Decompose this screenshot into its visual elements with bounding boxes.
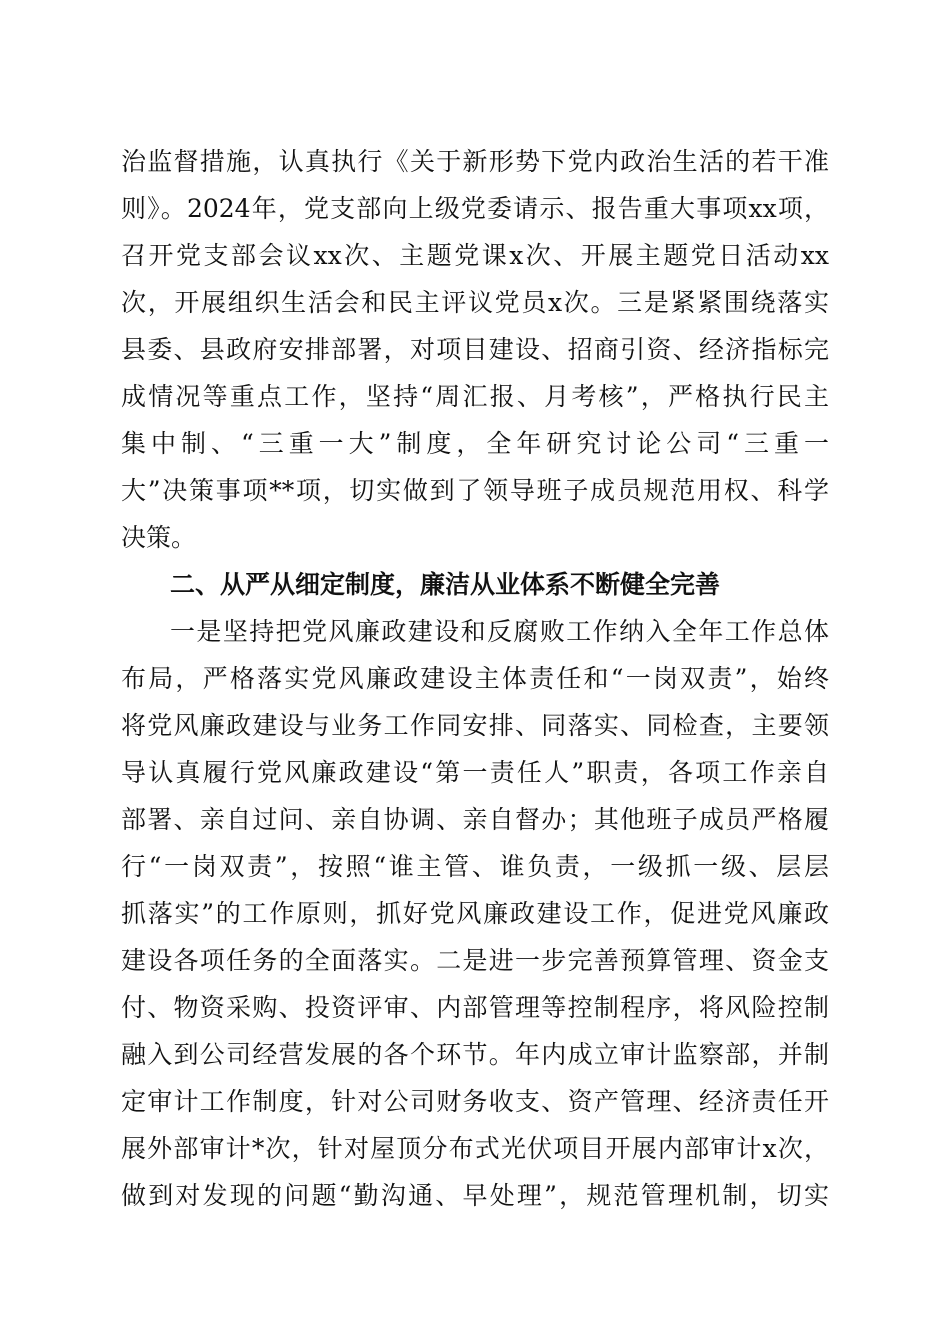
- paragraph-2-line-10: 融入到公司经营发展的各个环节。年内成立审计监察部，并制: [121, 1040, 829, 1069]
- paragraph-1-line-5: 县委、县政府安排部署，对项目建设、招商引资、经济指标完: [121, 335, 829, 364]
- paragraph-2-line-4: 导认真履行党风廉政建设“第一责任人”职责，各项工作亲自: [121, 758, 829, 787]
- paragraph-1-line-6: 成情况等重点工作，坚持“周汇报、月考核”，严格执行民主: [121, 382, 829, 411]
- paragraph-2-line-3: 将党风廉政建设与业务工作同安排、同落实、同检查，主要领: [121, 711, 829, 740]
- paragraph-2-line-8: 建设各项任务的全面落实。二是进一步完善预算管理、资金支: [121, 946, 829, 975]
- section-heading: 二、从严从细定制度，廉洁从业体系不断健全完善: [170, 570, 721, 599]
- paragraph-1-line-9: 决策。: [121, 523, 197, 552]
- paragraph-2-line-12: 展外部审计*次，针对屋顶分布式光伏项目开展内部审计x次，: [121, 1134, 829, 1163]
- paragraph-1-line-8: 大”决策事项**项，切实做到了领导班子成员规范用权、科学: [121, 476, 829, 505]
- paragraph-2-line-6: 行“一岗双责”，按照“谁主管、谁负责，一级抓一级、层层: [121, 852, 829, 881]
- paragraph-2-line-5: 部署、亲自过问、亲自协调、亲自督办；其他班子成员严格履: [121, 805, 829, 834]
- paragraph-2-line-2: 布局，严格落实党风廉政建设主体责任和“一岗双责”，始终: [121, 664, 829, 693]
- paragraph-1-line-1: 治监督措施，认真执行《关于新形势下党内政治生活的若干准: [121, 147, 829, 176]
- paragraph-2-line-13: 做到对发现的问题“勤沟通、早处理”，规范管理机制，切实: [121, 1181, 829, 1210]
- paragraph-2-line-11: 定审计工作制度，针对公司财务收支、资产管理、经济责任开: [121, 1087, 829, 1116]
- paragraph-1-line-3: 召开党支部会议xx次、主题党课x次、开展主题党日活动xx: [121, 241, 829, 270]
- paragraph-2-line-9: 付、物资采购、投资评审、内部管理等控制程序，将风险控制: [121, 993, 829, 1022]
- paragraph-1-line-4: 次，开展组织生活会和民主评议党员x次。三是紧紧围绕落实: [121, 288, 829, 317]
- paragraph-1-line-7: 集中制、“三重一大”制度，全年研究讨论公司“三重一: [121, 429, 829, 458]
- paragraph-1-line-2: 则》。2024年，党支部向上级党委请示、报告重大事项xx项，: [121, 194, 829, 223]
- paragraph-2-line-1: 一是坚持把党风廉政建设和反腐败工作纳入全年工作总体: [170, 617, 829, 646]
- paragraph-2-line-7: 抓落实”的工作原则，抓好党风廉政建设工作，促进党风廉政: [121, 899, 829, 928]
